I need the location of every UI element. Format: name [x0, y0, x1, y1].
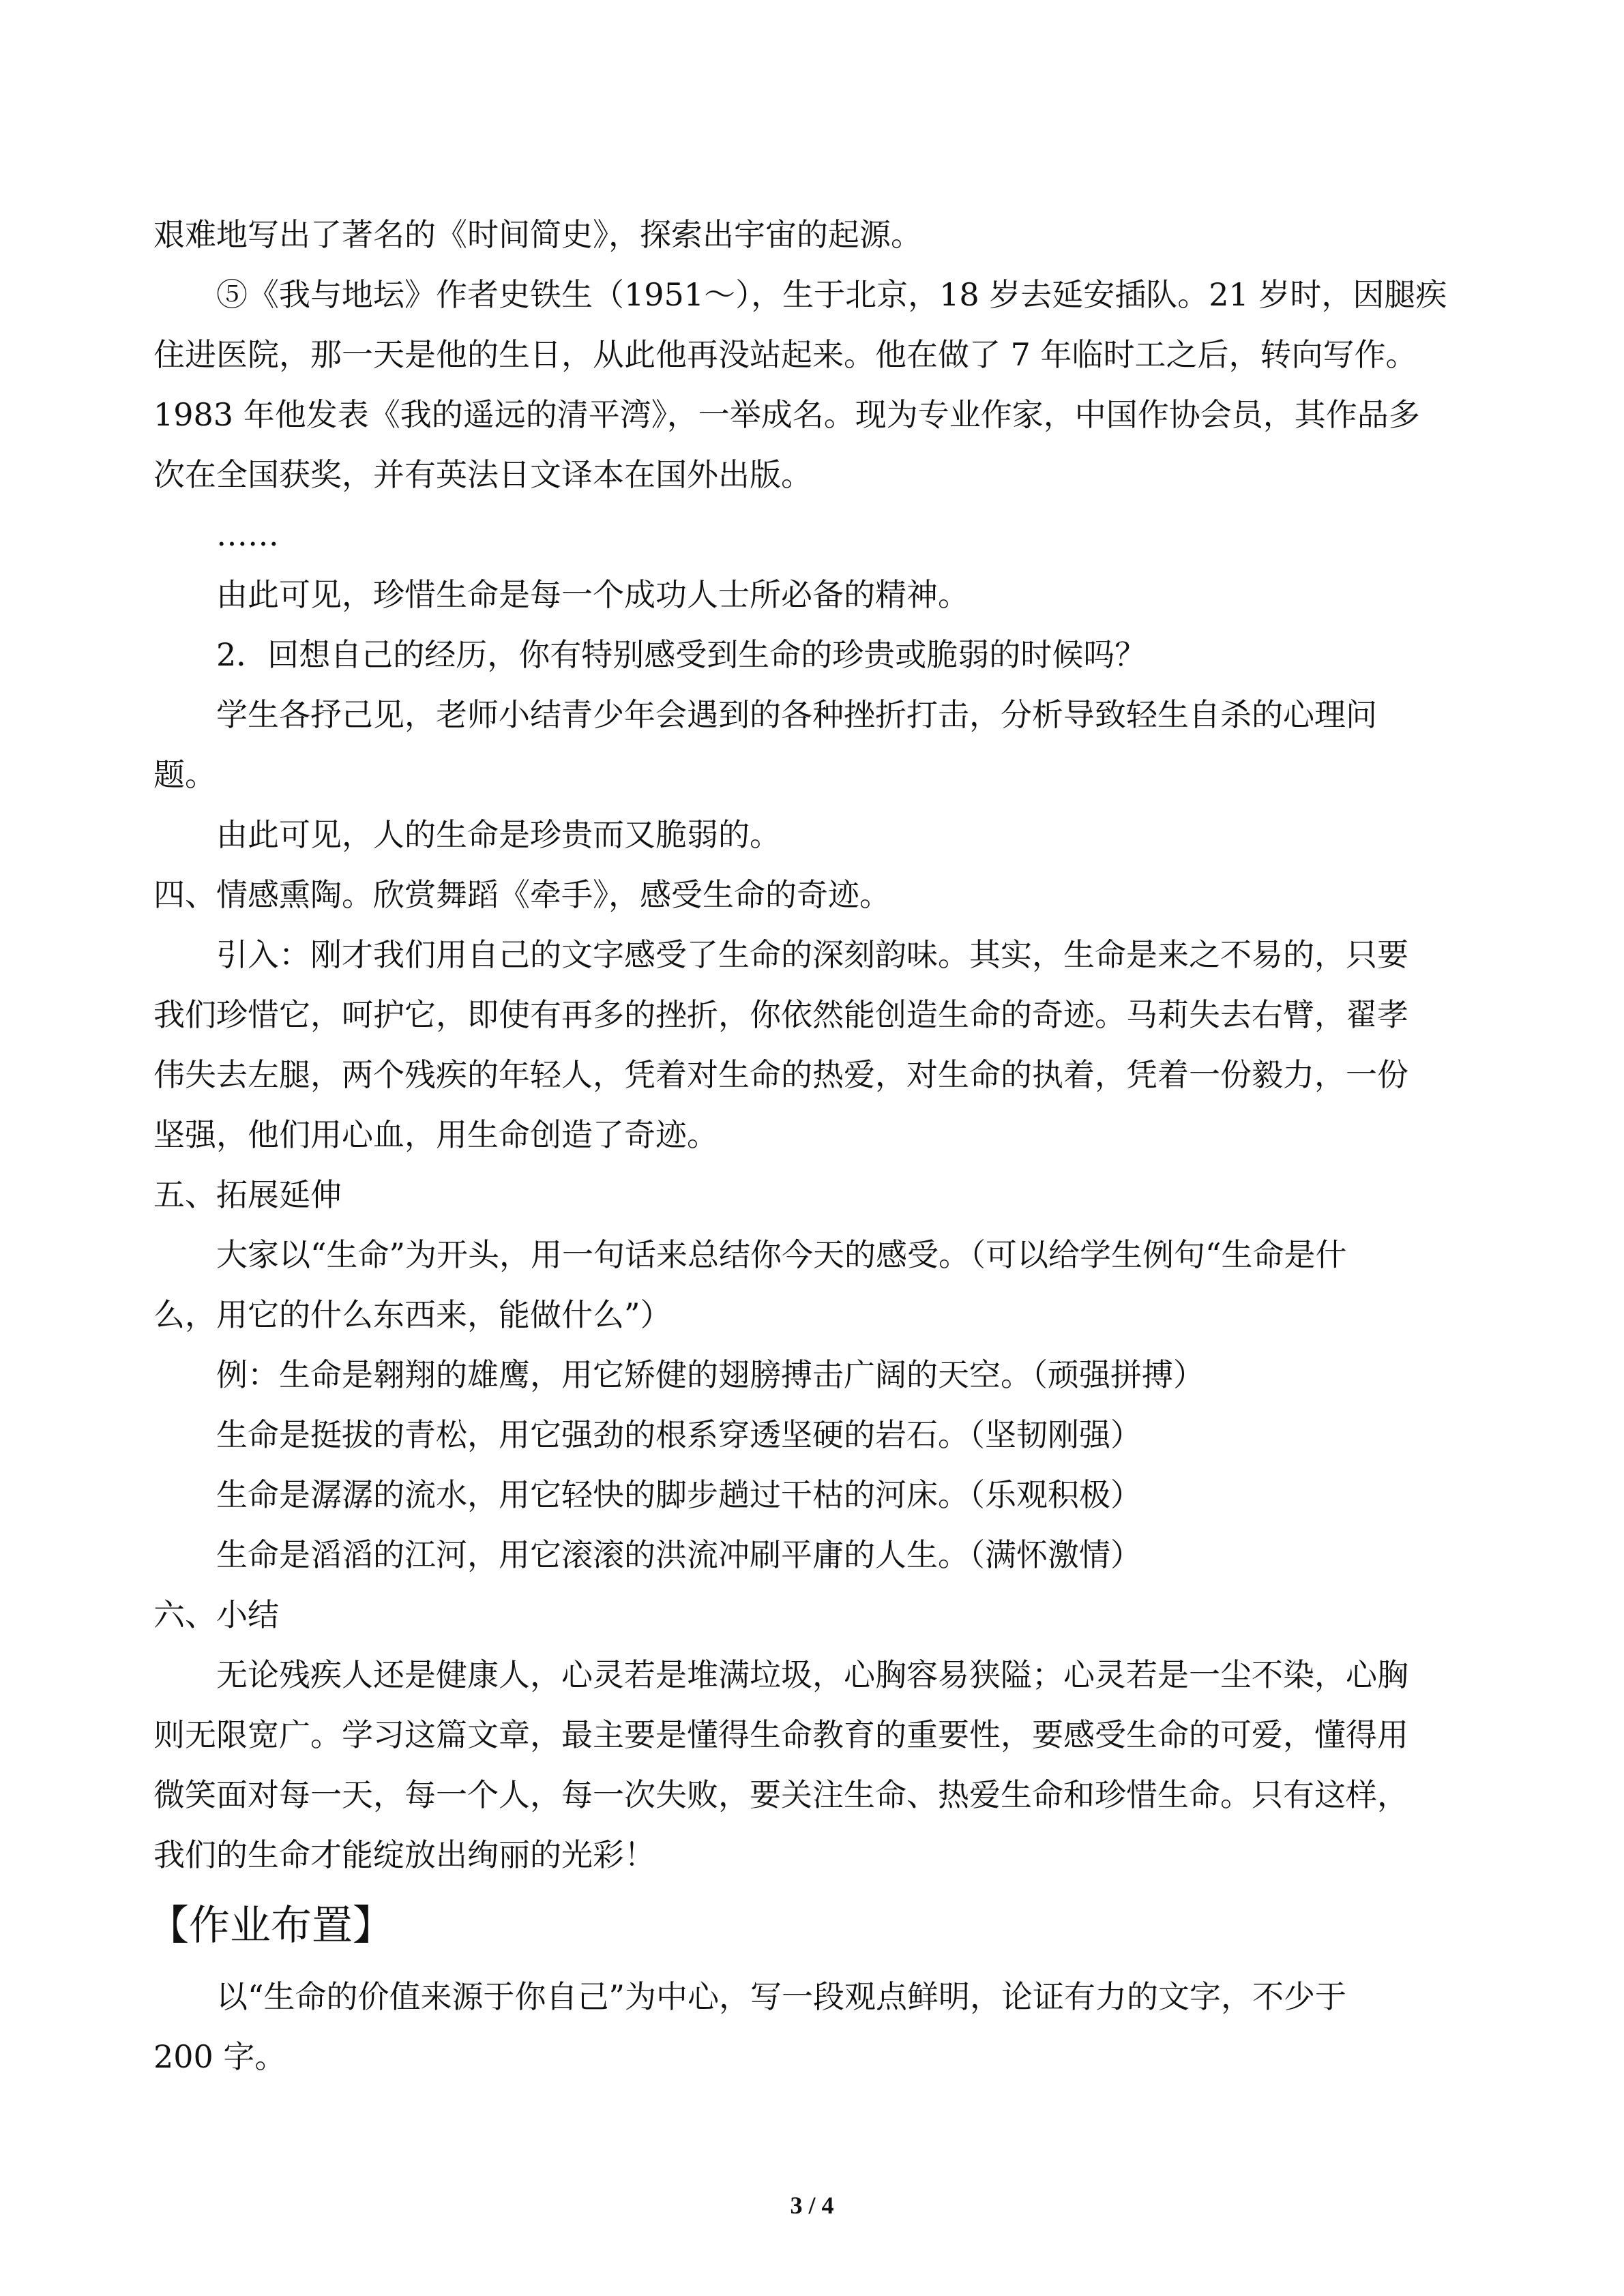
text-line: 以“生命的价值来源于你自己”为中心，写一段观点鲜明，论证有力的文字，不少于 — [216, 1978, 1347, 2015]
text-line: 200 字。 — [153, 2038, 286, 2075]
text-line: 住进医院，那一天是他的生日，从此他再没站起来。他在做了 7 年临时工之后，转向写作。 — [153, 336, 1417, 373]
text-line: 引入：刚才我们用自己的文字感受了生命的深刻韵味。其实，生命是来之不易的，只要 — [216, 936, 1408, 973]
text-line: 六、小结 — [153, 1596, 279, 1633]
homework-text — [153, 1967, 1470, 2087]
text-line: 题。 — [153, 756, 216, 793]
text-line: ⑤《我与地坛》作者史铁生（1951～），生于北京，18 岁去延安插队。21 岁时，因腿疾 — [216, 276, 1447, 313]
text-line: 生命是挺拔的青松，用它强劲的根系穿透坚硬的岩石。（坚韧刚强） — [216, 1416, 1142, 1453]
text-line: 1983 年他发表《我的遥远的清平湾》，一举成名。现为专业作家，中国作协会员，其作品多 — [153, 396, 1420, 433]
text-line: 么，用它的什么东西来，能做什么”） — [153, 1296, 672, 1333]
text-line: 学生各抒己见，老师小结青少年会遇到的各种挫折打击，分析导致轻生自杀的心理问 — [216, 696, 1377, 733]
text-line: 生命是潺潺的流水，用它轻快的脚步趟过干枯的河床。（乐观积极） — [216, 1476, 1142, 1513]
text-line: 次在全国获奖，并有英法日文译本在国外出版。 — [153, 456, 812, 493]
document-body — [148, 205, 1470, 2087]
text-line: 微笑面对每一天，每一个人，每一次失败，要关注生命、热爱生命和珍惜生命。只有这样， — [153, 1776, 1408, 1813]
text-line: …… — [216, 516, 279, 553]
text-line: 伟失去左腿，两个残疾的年轻人，凭着对生命的热爱，对生命的执着，凭着一份毅力，一份 — [153, 1056, 1408, 1093]
text-line: 由此可见，人的生命是珍贵而又脆弱的。 — [216, 816, 781, 853]
text-line: 大家以“生命”为开头，用一句话来总结你今天的感受。（可以给学生例句“生命是什 — [216, 1236, 1347, 1273]
text-line: 我们的生命才能绽放出绚丽的光彩！ — [153, 1836, 655, 1873]
lesson-text — [153, 205, 1470, 1885]
text-line: 五、拓展延伸 — [153, 1176, 342, 1213]
homework-heading: 【作业布置】 — [148, 1902, 394, 1950]
text-line: 例：生命是翱翔的雄鹰，用它矫健的翅膀搏击广阔的天空。（顽强拼搏） — [216, 1356, 1205, 1393]
text-line: 由此可见，珍惜生命是每一个成功人士所必备的精神。 — [216, 576, 969, 613]
text-line: 坚强，他们用心血，用生命创造了奇迹。 — [153, 1116, 718, 1153]
text-line: 艰难地写出了著名的《时间简史》，探索出宇宙的起源。 — [153, 216, 922, 253]
text-line: 则无限宽广。学习这篇文章，最主要是懂得生命教育的重要性，要感受生命的可爱，懂得用 — [153, 1716, 1408, 1753]
text-line: 2．回想自己的经历，你有特别感受到生命的珍贵或脆弱的时候吗？ — [216, 636, 1147, 673]
page-number: 3 / 4 — [790, 2192, 834, 2219]
text-line: 我们珍惜它，呵护它，即使有再多的挫折，你依然能创造生命的奇迹。马莉失去右臂，翟孝 — [153, 996, 1408, 1033]
text-line: 四、情感熏陶。欣赏舞蹈《牵手》，感受生命的奇迹。 — [153, 876, 891, 913]
text-line: 无论残疾人还是健康人，心灵若是堆满垃圾，心胸容易狭隘；心灵若是一尘不染，心胸 — [216, 1656, 1408, 1693]
text-line: 生命是滔滔的江河，用它滚滚的洪流冲刷平庸的人生。（满怀激情） — [216, 1536, 1142, 1573]
